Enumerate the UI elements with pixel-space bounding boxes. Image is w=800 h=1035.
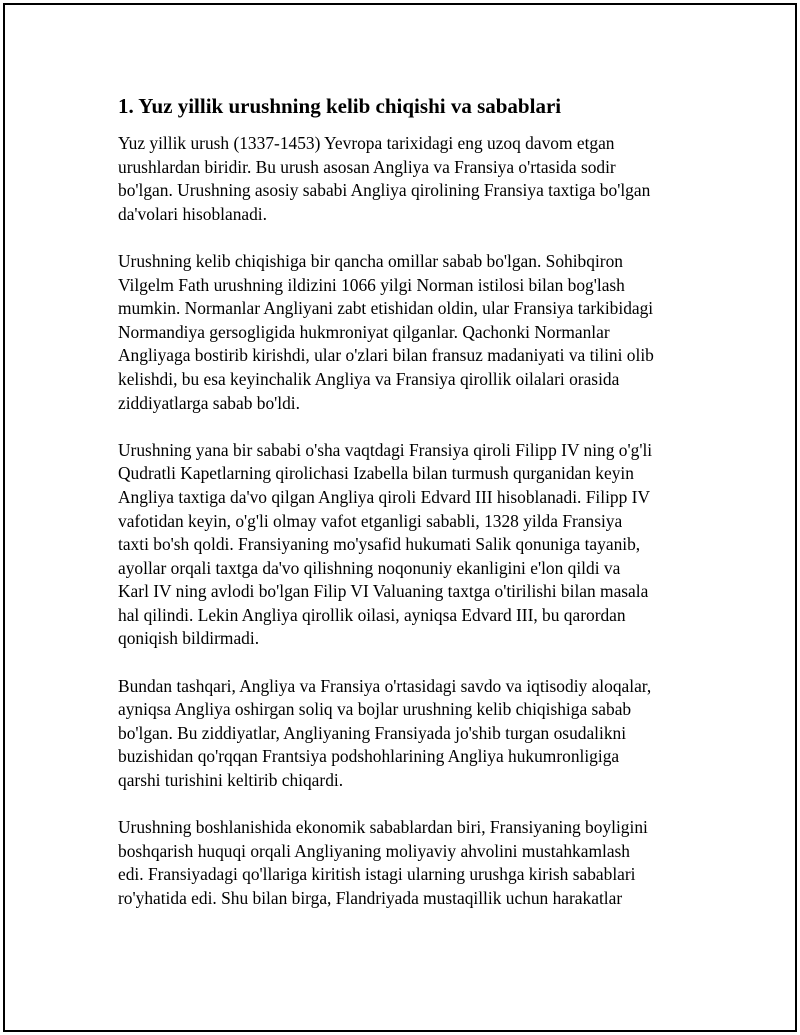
text-line: Vilgelm Fath urushning ildizini 1066 yilgi Norman istilosi bilan bog'lash: [118, 274, 625, 295]
text-line: bo'lgan. Urushning asosiy sababi Angliya qirolining Fransiya taxtiga bo'lgan: [118, 180, 651, 201]
paragraph: [118, 250, 690, 415]
text-line: Bundan tashqari, Angliya va Fransiya o'rtasidagi savdo va iqtisodiy aloqalar,: [118, 675, 652, 696]
text-line: Normandiya gersogligida hukmroniyat qilganlar. Qachonki Normanlar: [118, 321, 610, 342]
text-line: ziddiyatlarga sabab bo'ldi.: [118, 392, 300, 413]
document-body: [118, 92, 690, 934]
text-line: Karl IV ning avlodi bo'lgan Filip VI Valuaning taxtga o'tirilishi bilan masala: [118, 581, 649, 602]
text-line: boshqarish huquqi orqali Angliyaning moliyaviy ahvolini mustahkamlash: [118, 840, 631, 861]
text-line: Urushning boshlanishida ekonomik sabablardan biri, Fransiyaning boyligini: [118, 817, 648, 838]
text-line: qoniqish bildirmadi.: [118, 628, 260, 649]
text-line: kelishdi, bu esa keyinchalik Angliya va Fransiya qirollik oilalari orasida: [118, 368, 620, 389]
text-line: hal qilindi. Lekin Angliya qirollik oilasi, ayniqsa Edvard III, bu qarordan: [118, 604, 626, 625]
text-line: Yuz yillik urush (1337-1453) Yevropa tarixidagi eng uzoq davom etgan: [118, 133, 615, 153]
text-line: ro'yhatida edi. Shu bilan birga, Flandriyada mustaqillik uchun harakatlar: [118, 888, 623, 908]
text-line: mumkin. Normanlar Angliyani zabt etishidan oldin, ular Fransiya tarkibidagi: [118, 298, 654, 319]
paragraph: [118, 675, 690, 793]
text-line: qarshi turishini keltirib chiqardi.: [118, 770, 344, 791]
section-title: 1. Yuz yillik urushning kelib chiqishi va sabablari: [118, 94, 562, 118]
text-line: taxti bo'sh qoldi. Fransiyaning mo'ysafid hukumati Salik qonuniga tayanib,: [118, 534, 641, 555]
text-line: Qudratli Kapetlarning qirolichasi Izabella bilan turmush qurganidan keyin: [118, 463, 634, 484]
text-line: vafotidan keyin, o'g'li olmay vafot etganligi sababli, 1328 yilda Fransiya: [118, 510, 623, 531]
text-line: edi. Fransiyadagi qo'llariga kiritish istagi ularning urushga kirish sabablari: [118, 864, 636, 885]
paragraph: [118, 439, 690, 651]
paragraph: [118, 132, 690, 226]
text-line: Angliyaga bostirib kirishdi, ular o'zlari bilan fransuz madaniyati va tilini olib: [118, 345, 654, 366]
text-line: bo'lgan. Bu ziddiyatlar, Angliyaning Fransiyada jo'shib turgan osudalikni: [118, 722, 627, 743]
text-line: urushlardan biridir. Bu urush asosan Angliya va Fransiya o'rtasida sodir: [118, 156, 616, 177]
text-line: buzishidan qo'rqqan Frantsiya podshohlarining Angliya hukumronligiga: [118, 746, 620, 767]
paragraph: [118, 816, 690, 910]
text-line: ayniqsa Angliya oshirgan soliq va bojlar urushning kelib chiqishiga sabab: [118, 699, 632, 720]
text-line: Urushning kelib chiqishiga bir qancha omillar sabab bo'lgan. Sohibqiron: [118, 250, 623, 271]
text-line: Urushning yana bir sababi o'sha vaqtdagi Fransiya qiroli Filipp IV ning o'g'li: [118, 439, 653, 460]
text-line: ayollar orqali taxtga da'vo qilishning noqonuniy ekanligini e'lon qildi va: [118, 557, 621, 578]
text-line: da'volari hisoblanadi.: [118, 203, 267, 224]
text-line: Angliya taxtiga da'vo qilgan Angliya qiroli Edvard III hisoblanadi. Filipp IV: [118, 486, 651, 507]
